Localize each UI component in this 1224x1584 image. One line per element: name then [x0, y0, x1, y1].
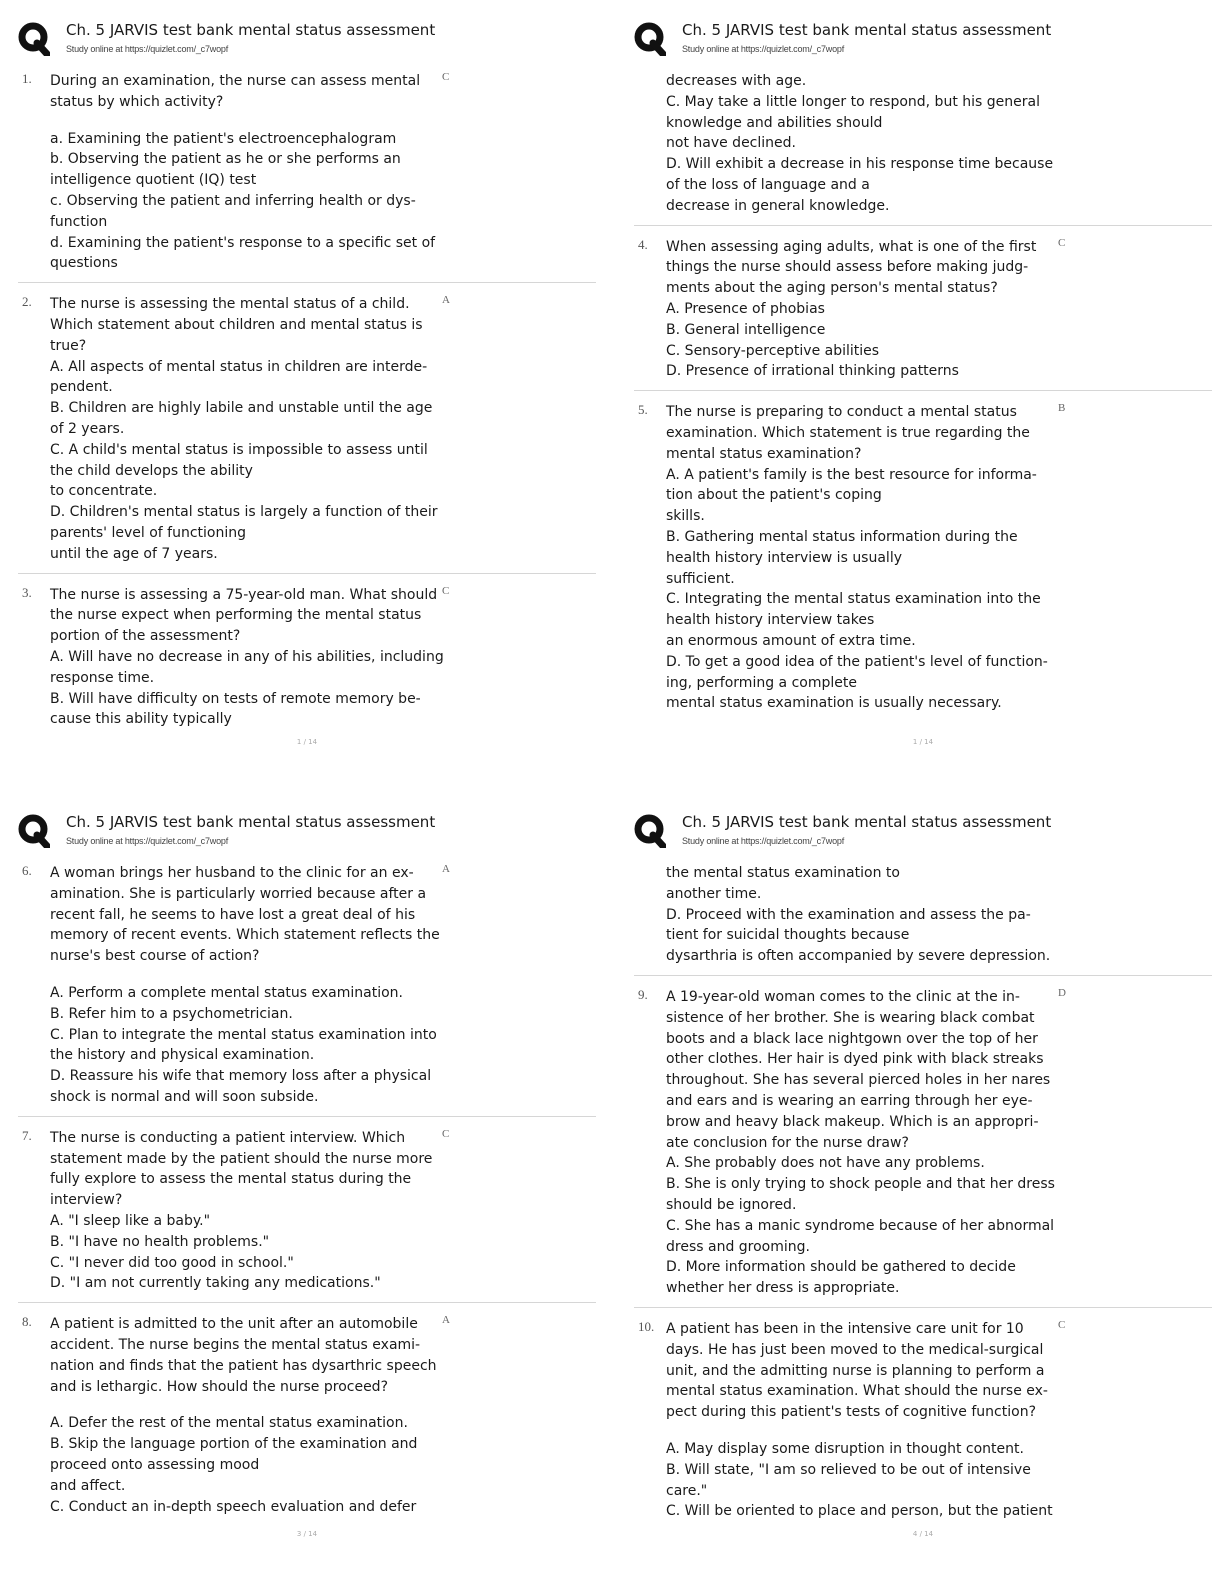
question-line: sufficient.: [666, 570, 735, 587]
question-line: dysarthria is often accompanied by severe depression.: [666, 948, 1051, 965]
blank-line: [666, 1423, 1058, 1439]
page-3: [18, 810, 596, 1580]
answer-letter: B: [1058, 402, 1066, 415]
question-card: [634, 1314, 1212, 1530]
question-line: A. She probably does not have any problems.: [666, 1155, 985, 1172]
question-line: of the loss of language and a: [666, 176, 870, 193]
question-line: ing, performing a complete: [666, 674, 857, 691]
question-line: sistence of her brother. She is wearing black combat: [666, 1009, 1035, 1026]
document-title: Ch. 5 JARVIS test bank mental status assessment: [66, 21, 436, 39]
document-title: Ch. 5 JARVIS test bank mental status assessment: [682, 813, 1052, 831]
question-line: The nurse is preparing to conduct a mental status: [666, 404, 1017, 421]
question-line: until the age of 7 years.: [50, 545, 218, 562]
question-line: D. Reassure his wife that memory loss after a physical: [50, 1068, 432, 1085]
question-line: shock is normal and will soon subside.: [50, 1088, 319, 1105]
question-line: true?: [50, 337, 87, 354]
question-line: parents' level of functioning: [50, 524, 247, 541]
question-line: When assessing aging adults, what is one of the first: [666, 238, 1037, 255]
question-line: decreases with age.: [666, 73, 807, 89]
question-card: [634, 858, 1212, 976]
question-card: [18, 289, 596, 573]
question-line: the child develops the ability: [50, 462, 253, 479]
question-line: and ears and is wearing an earring through her eye-: [666, 1092, 1033, 1109]
question-line: B. Refer him to a psychometrician.: [50, 1005, 293, 1022]
question-line: mental status examination is usually necessary.: [666, 695, 1002, 712]
question-line: the mental status examination to: [666, 865, 900, 881]
study-online-link: Study online at https://quizlet.com/_c7wopf: [66, 44, 228, 54]
question-line: ments about the aging person's mental status?: [666, 280, 998, 297]
question-card: [634, 982, 1212, 1308]
page-number: 1 / 14: [296, 738, 318, 746]
question-card: [18, 858, 596, 1117]
question-line: C. "I never did too good in school.": [50, 1254, 294, 1271]
question-card: [18, 580, 596, 739]
question-line: tient for suicidal thoughts because: [666, 927, 910, 944]
question-line: A. Presence of phobias: [666, 300, 825, 317]
quizlet-logo-icon: [634, 814, 666, 848]
question-line: decrease in general knowledge.: [666, 197, 890, 214]
question-line: the nurse expect when performing the mental status: [50, 607, 422, 624]
question-line: B. Will have difficulty on tests of remote memory be-: [50, 690, 421, 707]
question-line: pect during this patient's tests of cognitive function?: [666, 1404, 1036, 1421]
question-text: [50, 585, 442, 731]
question-line: Which statement about children and mental status is: [50, 316, 423, 333]
question-line: A 19-year-old woman comes to the clinic at the in-: [666, 988, 1020, 1005]
page-header: [634, 18, 1212, 66]
question-text: [666, 863, 1058, 967]
question-number: 10.: [638, 1318, 655, 1334]
answer-letter: C: [442, 71, 450, 83]
question-number: 9.: [638, 986, 648, 1002]
question-line: A patient has been in the intensive care unit for 10: [666, 1320, 1024, 1337]
question-line: D. Children's mental status is largely a function of their: [50, 504, 438, 521]
question-line: the history and physical examination.: [50, 1047, 315, 1064]
question-number: 8.: [22, 1314, 32, 1330]
question-line: fully explore to assess the mental status during the: [50, 1171, 412, 1188]
blank-line: [50, 967, 442, 983]
question-line: and affect.: [50, 1477, 126, 1494]
question-list: [18, 66, 596, 738]
question-line: intelligence quotient (IQ) test: [50, 172, 257, 189]
question-line: C. A child's mental status is impossible to assess until: [50, 441, 428, 458]
question-line: B. Children are highly labile and unstable until the age: [50, 400, 433, 417]
question-card: [18, 1309, 596, 1525]
question-line: A. Defer the rest of the mental status examination.: [50, 1415, 408, 1432]
question-line: A. Perform a complete mental status examination.: [50, 984, 403, 1001]
page-header: [18, 810, 596, 858]
question-text: [50, 294, 442, 564]
question-line: C. May take a little longer to respond, but his general: [666, 93, 1040, 110]
question-line: D. More information should be gathered to decide: [666, 1259, 1016, 1276]
question-line: boots and a black lace nightgown over the top of her: [666, 1030, 1038, 1047]
question-line: mental status examination. What should the nurse ex-: [666, 1383, 1048, 1400]
page-number: 1 / 14: [912, 738, 934, 746]
answer-letter: C: [1058, 236, 1066, 249]
question-line: and is lethargic. How should the nurse proceed?: [50, 1378, 389, 1395]
page-header: [634, 810, 1212, 858]
question-line: During an examination, the nurse can assess mental: [50, 73, 421, 89]
document-title: Ch. 5 JARVIS test bank mental status assessment: [66, 813, 436, 831]
question-card: [634, 397, 1212, 722]
question-line: amination. She is particularly worried because after a: [50, 885, 427, 902]
question-line: B. General intelligence: [666, 321, 826, 338]
question-line: interview?: [50, 1192, 123, 1209]
study-online-link: Study online at https://quizlet.com/_c7wopf: [66, 836, 228, 846]
question-line: A. All aspects of mental status in children are interde-: [50, 358, 428, 375]
question-line: nurse's best course of action?: [50, 948, 260, 965]
question-line: status by which activity?: [50, 93, 224, 110]
answer-letter: A: [442, 1314, 450, 1327]
study-online-link: Study online at https://quizlet.com/_c7wopf: [682, 836, 844, 846]
question-text: [666, 402, 1058, 714]
question-line: skills.: [666, 508, 705, 525]
question-line: cause this ability typically: [50, 711, 232, 728]
question-line: things the nurse should assess before making judg-: [666, 259, 1029, 276]
question-line: C. Integrating the mental status examination into the: [666, 591, 1041, 608]
question-line: an enormous amount of extra time.: [666, 632, 916, 649]
question-line: function: [50, 213, 108, 230]
question-line: C. Plan to integrate the mental status examination into: [50, 1026, 437, 1043]
blank-line: [50, 113, 442, 129]
question-line: memory of recent events. Which statement reflects the: [50, 927, 440, 944]
question-line: A. "I sleep like a baby.": [50, 1212, 211, 1229]
question-line: of 2 years.: [50, 420, 125, 437]
answer-letter: D: [1058, 986, 1066, 999]
question-line: C. Conduct an in-depth speech evaluation and defer: [50, 1498, 417, 1515]
question-line: B. Will state, "I am so relieved to be out of intensive: [666, 1461, 1031, 1478]
quizlet-logo-icon: [18, 814, 50, 848]
question-card: [18, 66, 596, 283]
question-line: mental status examination?: [666, 445, 862, 462]
question-line: response time.: [50, 669, 155, 686]
quizlet-logo-icon: [634, 22, 666, 56]
answer-letter: C: [442, 1127, 450, 1140]
question-line: pendent.: [50, 379, 113, 396]
question-line: unit, and the admitting nurse is planning to perform a: [666, 1362, 1045, 1379]
page-1: [18, 18, 596, 788]
question-line: C. Will be oriented to place and person, but the patient: [666, 1503, 1053, 1520]
question-number: 1.: [22, 71, 32, 86]
question-text: [666, 237, 1058, 383]
question-line: not have declined.: [666, 135, 796, 152]
question-line: portion of the assessment?: [50, 628, 241, 645]
question-line: C. Sensory-perceptive abilities: [666, 342, 880, 359]
question-line: a. Examining the patient's electroencephalogram: [50, 130, 397, 147]
question-card: [634, 66, 1212, 226]
question-text: [50, 71, 442, 274]
question-line: D. To get a good idea of the patient's level of function-: [666, 653, 1048, 670]
question-list: [634, 66, 1212, 722]
question-number: 5.: [638, 402, 648, 418]
question-text: [666, 987, 1058, 1299]
question-line: D. Presence of irrational thinking patterns: [666, 363, 959, 380]
question-line: should be ignored.: [666, 1196, 797, 1213]
question-line: accident. The nurse begins the mental status exami-: [50, 1336, 421, 1353]
question-line: A patient is admitted to the unit after an automobile: [50, 1316, 418, 1333]
question-line: dress and grooming.: [666, 1238, 810, 1255]
question-number: 2.: [22, 294, 32, 310]
page-4: [634, 810, 1212, 1580]
question-line: care.": [666, 1482, 708, 1499]
question-line: The nurse is conducting a patient interview. Which: [50, 1129, 406, 1146]
question-line: health history interview is usually: [666, 549, 902, 566]
page-number: 4 / 14: [912, 1530, 934, 1538]
question-line: The nurse is assessing the mental status of a child.: [50, 296, 410, 313]
page-header: [18, 18, 596, 66]
question-line: c. Observing the patient and inferring health or dys-: [50, 192, 416, 209]
question-list: [18, 858, 596, 1525]
question-line: The nurse is assessing a 75-year-old man. What should: [50, 586, 438, 603]
question-line: A. Will have no decrease in any of his abilities, including: [50, 648, 444, 665]
question-line: B. She is only trying to shock people and that her dress: [666, 1176, 1055, 1193]
question-card: [634, 232, 1212, 392]
quizlet-logo-icon: [18, 22, 50, 56]
question-number: 7.: [22, 1127, 32, 1143]
question-line: other clothes. Her hair is dyed pink with black streaks: [666, 1051, 1044, 1068]
question-line: statement made by the patient should the nurse more: [50, 1150, 433, 1167]
question-text: [50, 1314, 442, 1517]
question-line: questions: [50, 255, 118, 272]
question-line: brow and heavy black makeup. Which is an appropri-: [666, 1113, 1039, 1130]
question-line: b. Observing the patient as he or she performs an: [50, 151, 401, 168]
question-line: to concentrate.: [50, 483, 158, 500]
question-line: recent fall, he seems to have lost a great deal of his: [50, 906, 416, 923]
question-line: D. "I am not currently taking any medications.": [50, 1275, 381, 1292]
question-line: days. He has just been moved to the medical-surgical: [666, 1341, 1044, 1358]
question-number: 6.: [22, 863, 32, 878]
question-line: proceed onto assessing mood: [50, 1456, 260, 1473]
question-text: [50, 1128, 442, 1294]
question-number: 4.: [638, 236, 648, 252]
answer-letter: C: [442, 584, 450, 597]
answer-letter: A: [442, 294, 450, 307]
question-line: B. Gathering mental status information during the: [666, 528, 1018, 545]
question-line: whether her dress is appropriate.: [666, 1280, 900, 1297]
question-text: [50, 863, 442, 1108]
page-2: [634, 18, 1212, 788]
study-online-link: Study online at https://quizlet.com/_c7wopf: [682, 44, 844, 54]
answer-letter: C: [1058, 1318, 1066, 1331]
question-line: B. "I have no health problems.": [50, 1233, 270, 1250]
page-number: 3 / 14: [296, 1530, 318, 1538]
question-number: 3.: [22, 584, 32, 600]
question-text: [666, 71, 1058, 217]
question-line: A. May display some disruption in thought content.: [666, 1440, 1024, 1457]
question-line: tion about the patient's coping: [666, 487, 882, 504]
question-line: knowledge and abilities should: [666, 114, 883, 131]
question-line: health history interview takes: [666, 612, 875, 629]
question-line: d. Examining the patient's response to a specific set of: [50, 234, 436, 251]
question-line: B. Skip the language portion of the examination and: [50, 1436, 418, 1453]
question-line: D. Proceed with the examination and assess the pa-: [666, 906, 1031, 923]
question-line: A woman brings her husband to the clinic for an ex-: [50, 865, 414, 881]
question-line: examination. Which statement is true regarding the: [666, 424, 1030, 441]
question-line: throughout. She has several pierced holes in her nares: [666, 1072, 1051, 1089]
question-line: C. She has a manic syndrome because of her abnormal: [666, 1217, 1055, 1234]
question-line: D. Will exhibit a decrease in his response time because: [666, 156, 1054, 173]
question-line: another time.: [666, 885, 762, 902]
blank-line: [50, 1397, 442, 1413]
question-line: A. A patient's family is the best resource for informa-: [666, 466, 1037, 483]
answer-letter: A: [442, 863, 450, 875]
document-title: Ch. 5 JARVIS test bank mental status assessment: [682, 21, 1052, 39]
question-text: [666, 1319, 1058, 1522]
question-list: [634, 858, 1212, 1530]
question-card: [18, 1123, 596, 1303]
question-line: ate conclusion for the nurse draw?: [666, 1134, 909, 1151]
question-line: nation and finds that the patient has dysarthric speech: [50, 1357, 437, 1374]
